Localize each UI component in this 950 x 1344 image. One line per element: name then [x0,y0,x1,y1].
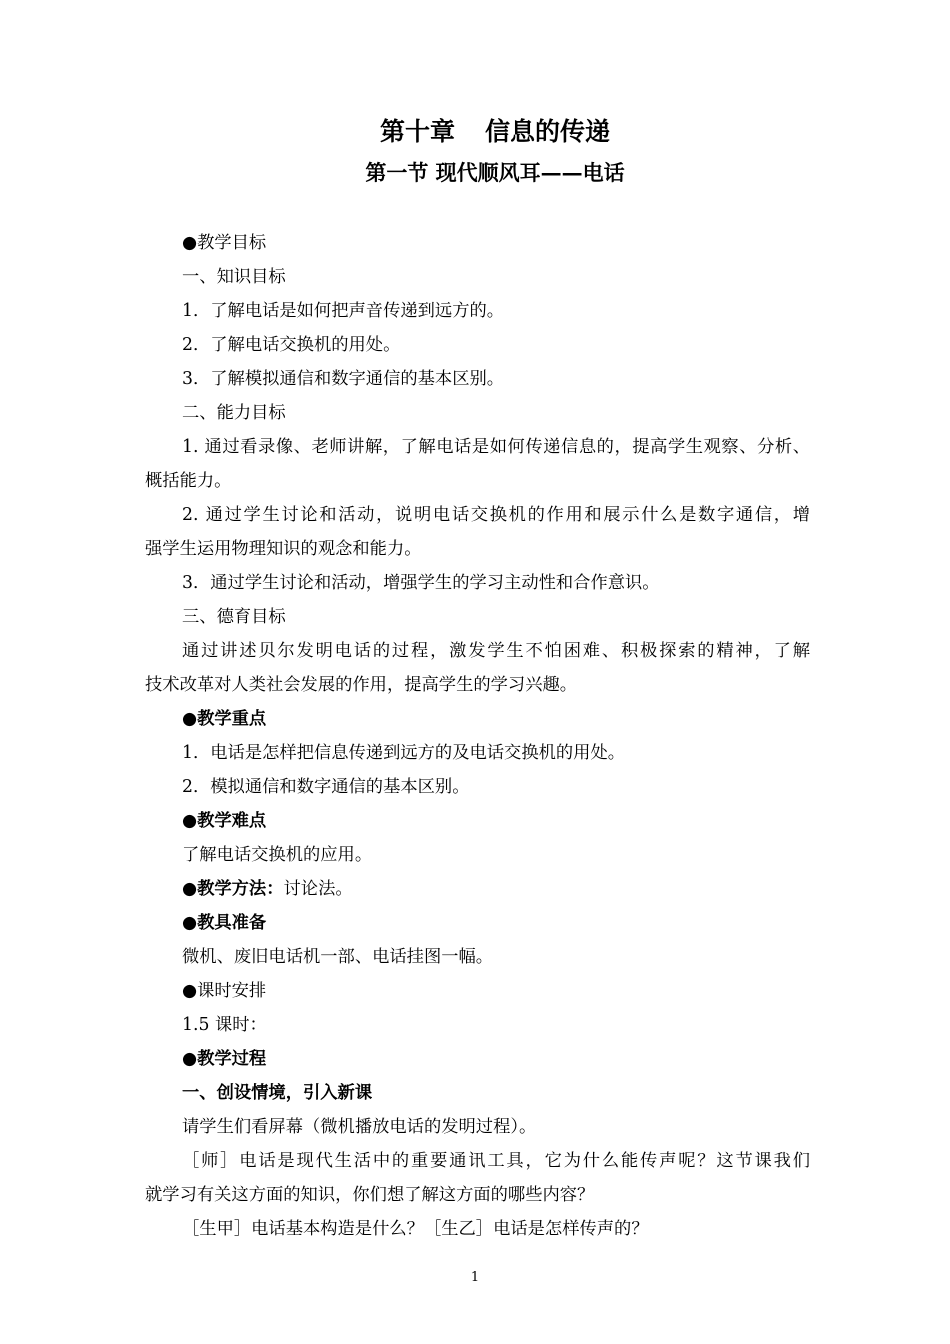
paragraph-line: ［师］电话是现代生活中的重要通讯工具，它为什么能传声呢？这节课我们 [182,1151,810,1171]
teaching-method-line [145,872,810,906]
paragraph-line: 1. 通过看录像、老师讲解，了解电话是如何传递信息的，提高学生观察、分析、 [182,437,810,457]
paragraph-line: 3．通过学生讨论和活动，增强学生的学习主动性和合作意识。 [182,573,660,593]
paragraph-line: 技术改革对人类社会发展的作用，提高学生的学习兴趣。 [145,675,578,695]
paragraph-line: 就学习有关这方面的知识，你们想了解这方面的哪些内容？ [145,1185,595,1205]
heading-key-points: ●教学重点 [182,709,267,729]
teaching-method-value: 讨论法。 [283,879,353,899]
paragraph-line: 了解电话交换机的应用。 [182,845,373,865]
paragraph-line: 通过讲述贝尔发明电话的过程，激发学生不怕困难、积极探索的精神，了解 [182,641,810,661]
heading-teaching-process: ●教学过程 [182,1049,267,1069]
heading-teaching-method: ●教学方法： [182,879,284,899]
heading-knowledge-goals: 一、知识目标 [182,267,286,287]
paragraph-line: 3．了解模拟通信和数字通信的基本区别。 [182,369,505,389]
heading-moral-goals: 三、德育目标 [182,607,286,627]
heading-teaching-aids: ●教具准备 [182,913,267,933]
paragraph-line: 概括能力。 [145,471,232,491]
heading-teaching-goals: ●教学目标 [182,233,267,253]
paragraph-line: 微机、废旧电话机一部、电话挂图一幅。 [182,947,494,967]
chapter-number: 第十章 [379,117,455,146]
heading-intro: 一、创设情境，引入新课 [182,1083,373,1103]
paragraph-line: 2．模拟通信和数字通信的基本区别。 [182,777,470,797]
paragraph-line: ［生甲］电话基本构造是什么？［生乙］电话是怎样传声的？ [182,1219,649,1239]
paragraph-line: 1．了解电话是如何把声音传递到远方的。 [182,301,505,321]
document-body [145,226,810,1246]
chapter-name: 信息的传递 [485,117,611,146]
page-number: 1 [470,1270,480,1285]
heading-ability-goals: 二、能力目标 [182,403,286,423]
heading-difficulties: ●教学难点 [182,811,267,831]
chapter-title [0,112,950,148]
paragraph-line: 1.5 课时： [182,1015,267,1035]
heading-schedule: ●课时安排 [182,981,267,1001]
paragraph-line: 2. 通过学生讨论和活动，说明电话交换机的作用和展示什么是数字通信，增 [182,505,810,525]
paragraph-line: 强学生运用物理知识的观念和能力。 [145,539,422,559]
section-title: 第一节 现代顺风耳——电话 [365,160,625,185]
paragraph-line: 2．了解电话交换机的用处。 [182,335,401,355]
paragraph-line: 1．电话是怎样把信息传递到远方的及电话交换机的用处。 [182,743,626,763]
paragraph-line: 请学生们看屏幕（微机播放电话的发明过程）。 [182,1117,537,1137]
